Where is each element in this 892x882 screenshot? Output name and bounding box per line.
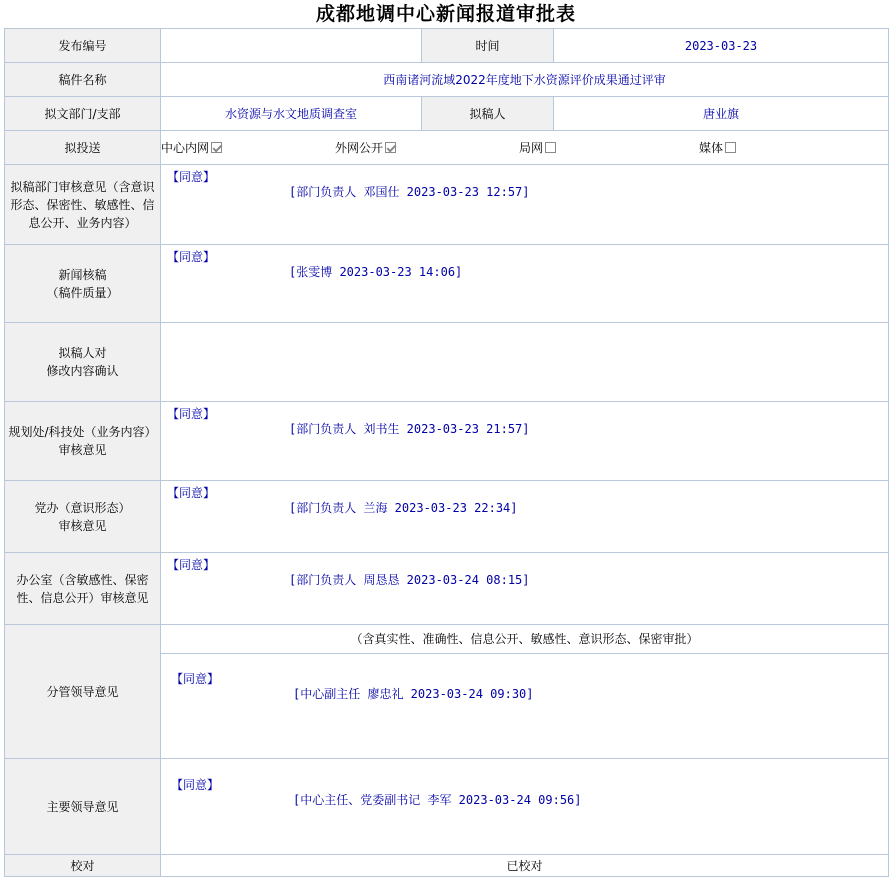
row-main-leader-review xyxy=(5,759,889,855)
agree-text: 【同意】 xyxy=(167,170,216,184)
dept-review-opinion xyxy=(161,165,889,245)
label-time: 时间 xyxy=(422,29,554,63)
row-planning-review xyxy=(5,402,889,481)
row-dept-review xyxy=(5,165,889,245)
checkbox-bureau-net[interactable] xyxy=(545,142,556,153)
send-option-media[interactable] xyxy=(695,139,873,156)
signature-text: [中心副主任 廖忠礼 2023-03-24 09:30] xyxy=(293,687,534,701)
signature-text: [部门负责人 刘书生 2023-03-23 21:57] xyxy=(289,422,530,436)
checkbox-intranet[interactable] xyxy=(211,142,222,153)
leader-review-note: （含真实性、准确性、信息公开、敏感性、意识形态、保密审批） xyxy=(161,625,888,654)
label-party-review: 党办（意识形态） 审核意见 xyxy=(5,481,161,553)
page-title: 成都地调中心新闻报道审批表 xyxy=(315,3,576,25)
agree-text: 【同意】 xyxy=(167,486,216,500)
row-news-review xyxy=(5,245,889,323)
time-value: 2023-03-23 xyxy=(554,29,889,63)
send-options-list xyxy=(161,139,888,156)
signature-text: [部门负责人 邓国仕 2023-03-23 12:57] xyxy=(289,185,530,199)
label-issue-no: 发布编号 xyxy=(5,29,161,63)
approval-table xyxy=(4,28,889,877)
row-send-to xyxy=(5,131,889,165)
signature-text: [部门负责人 兰海 2023-03-23 22:34] xyxy=(289,501,518,515)
label-drafter: 拟稿人 xyxy=(422,97,554,131)
signature-text: [部门负责人 周恳恳 2023-03-24 08:15] xyxy=(289,573,530,587)
label-leader-review: 分管领导意见 xyxy=(5,625,161,759)
office-review-opinion xyxy=(161,553,889,625)
send-option-label: 中心内网 xyxy=(161,141,210,155)
dept-value: 水资源与水文地质调查室 xyxy=(161,97,422,131)
agree-text: 【同意】 xyxy=(167,250,216,264)
signature-text: [中心主任、党委副书记 李军 2023-03-24 09:56] xyxy=(293,792,582,807)
signature-text: [张雯博 2023-03-23 14:06] xyxy=(289,265,463,279)
agree-text: 【同意】 xyxy=(167,407,216,421)
main-leader-review-body xyxy=(161,760,888,854)
send-option-label: 局网 xyxy=(519,141,544,155)
agree-text: 【同意】 xyxy=(171,672,220,686)
party-review-opinion xyxy=(161,481,889,553)
manuscript-name-value xyxy=(161,63,889,97)
drafter-confirm-opinion xyxy=(161,323,889,402)
agree-text: 【同意】 xyxy=(167,558,216,572)
row-proofread xyxy=(5,855,889,877)
row-party-review xyxy=(5,481,889,553)
label-office-review: 办公室（含敏感性、保密性、信息公开）审核意见 xyxy=(5,553,161,625)
label-dept: 拟文部门/支部 xyxy=(5,97,161,131)
planning-review-opinion xyxy=(161,402,889,481)
news-review-opinion xyxy=(161,245,889,323)
proofread-value: 已校对 xyxy=(161,855,889,877)
leader-review-body xyxy=(161,654,888,758)
label-drafter-confirm: 拟稿人对 修改内容确认 xyxy=(5,323,161,402)
checkbox-media[interactable] xyxy=(725,142,736,153)
label-send-to: 拟投送 xyxy=(5,131,161,165)
row-drafter-confirm xyxy=(5,323,889,402)
label-main-leader-review: 主要领导意见 xyxy=(5,759,161,855)
send-option-intranet[interactable] xyxy=(161,139,335,156)
row-leader-review xyxy=(5,625,889,759)
label-news-review: 新闻核稿 （稿件质量） xyxy=(5,245,161,323)
agree-text: 【同意】 xyxy=(171,777,220,792)
label-manuscript-name: 稿件名称 xyxy=(5,63,161,97)
label-proofread: 校对 xyxy=(5,855,161,877)
send-option-label: 外网公开 xyxy=(335,141,384,155)
row-manuscript xyxy=(5,63,889,97)
leader-review-opinion xyxy=(161,625,889,759)
send-option-bureau-net[interactable] xyxy=(509,139,695,156)
row-office-review xyxy=(5,553,889,625)
label-dept-review: 拟稿部门审核意见（含意识形态、保密性、敏感性、信息公开、业务内容） xyxy=(5,165,161,245)
manuscript-name-link[interactable]: 西南诸河流域2022年度地下水资源评价成果通过评审 xyxy=(383,73,666,87)
issue-no-value xyxy=(161,29,422,63)
drafter-value: 唐业旗 xyxy=(554,97,889,131)
send-options xyxy=(161,131,889,165)
row-issue-no xyxy=(5,29,889,63)
send-option-public-web[interactable] xyxy=(335,139,509,156)
row-dept xyxy=(5,97,889,131)
main-leader-review-opinion xyxy=(161,759,889,855)
label-planning-review: 规划处/科技处（业务内容） 审核意见 xyxy=(5,402,161,481)
checkbox-public-web[interactable] xyxy=(385,142,396,153)
send-option-label: 媒体 xyxy=(699,141,724,155)
